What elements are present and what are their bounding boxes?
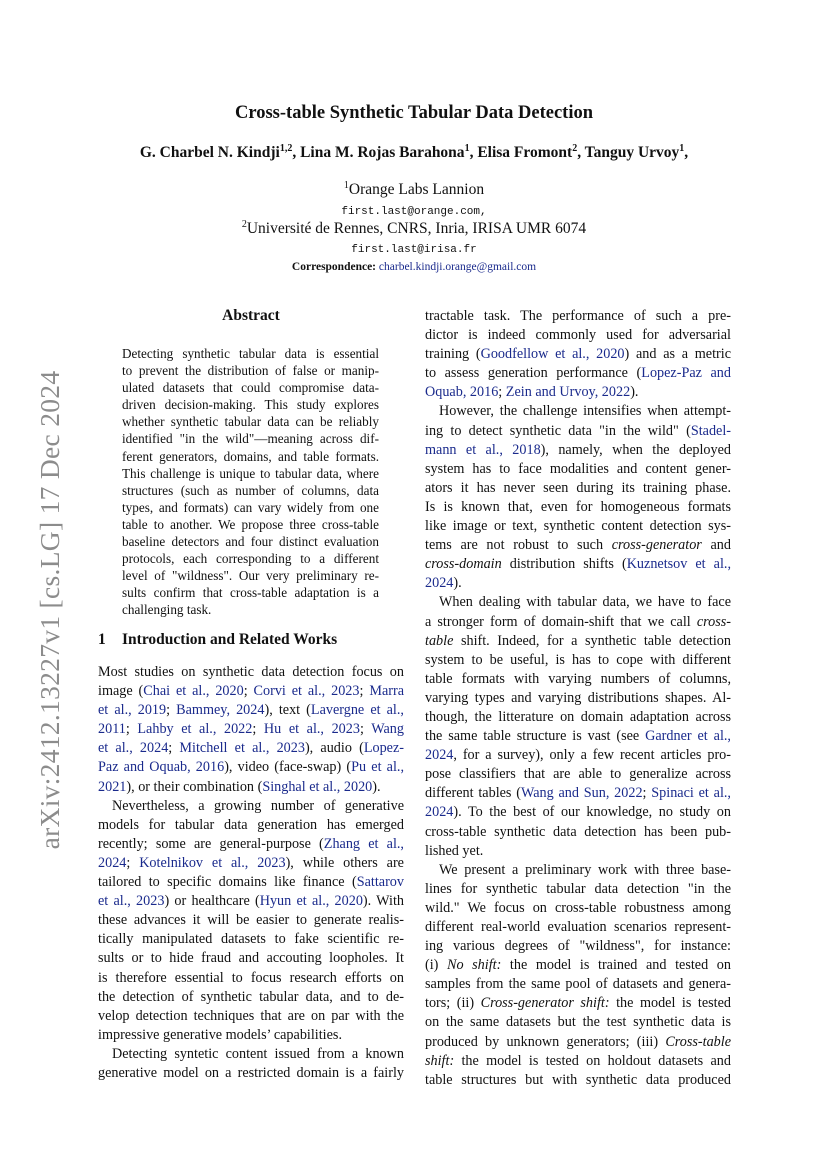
text-run: different tables ( — [425, 785, 521, 802]
author-list — [0, 143, 828, 162]
text-run: ). With — [362, 893, 404, 910]
author-affiliation-mark: 2 — [572, 143, 578, 154]
abstract-line: ferent generators, domains, and table formats. — [122, 448, 379, 464]
text-line: generative model on a restricted domain is a fairly — [98, 1064, 404, 1081]
text-run: produced by unknown generators; (iii) — [425, 1033, 666, 1050]
text-run: to assess generation performance ( — [425, 365, 642, 382]
citation-link[interactable]: 2024 — [98, 854, 127, 871]
text-line: table formats with varying numbers of columns, — [425, 670, 731, 687]
text-run: image ( — [98, 683, 144, 700]
affiliation-2 — [0, 219, 828, 238]
text-run: ), text ( — [264, 702, 311, 719]
author-affiliation-mark: 1 — [679, 143, 685, 154]
text-line: samples from the same pool of datasets and genera- — [425, 976, 731, 993]
citation-link[interactable]: Chai et al., 2020 — [143, 683, 244, 700]
text-line — [425, 746, 731, 765]
abstract-line: level of "wildness". Our very preliminary re- — [122, 568, 379, 584]
text-run: tailored to specific domains like finance ( — [98, 874, 357, 891]
citation-link[interactable]: 2024 — [425, 747, 454, 764]
citation-link[interactable]: Singhal et al., 2020 — [262, 778, 373, 795]
text-run: ). — [453, 575, 462, 592]
author-affiliation-mark: 1 — [464, 143, 470, 154]
abstract-line: whether synthetic tabular data can be reliably — [122, 414, 379, 430]
text-run: shift. Indeed, for a synthetic table detection — [453, 632, 731, 649]
citation-link[interactable]: Hu et al., 2023 — [263, 721, 360, 738]
text-run: ; — [498, 384, 506, 401]
text-run: the model is tested — [609, 995, 732, 1012]
italic-term: table — [425, 632, 454, 649]
citation-link[interactable]: Lopez-Paz and — [641, 365, 731, 382]
text-line — [425, 536, 731, 555]
text-run: , for a survey), only a few recent articles pro- — [453, 747, 731, 764]
text-run: ) and as a metric — [624, 346, 732, 363]
arxiv-identifier: arXiv:2412.13227v1 [cs.LG] 17 Dec 2024 — [34, 370, 65, 850]
citation-link[interactable]: et al., 2023 — [98, 893, 165, 910]
affiliation-mark: 2 — [241, 219, 247, 230]
citation-link[interactable]: 2024 — [425, 575, 454, 592]
right-column-body — [425, 307, 731, 1090]
correspondence-email-link[interactable]: charbel.kindji.orange@gmail.com — [378, 261, 537, 273]
section-number: 1 — [98, 631, 106, 648]
text-run: tems are not robust to such — [425, 537, 612, 554]
text-line: models for tabular data generation has emerged — [98, 816, 404, 833]
text-line — [425, 803, 731, 822]
text-line — [425, 364, 731, 383]
text-run: ). — [630, 384, 639, 401]
text-line: velop detection techniques that are on par with the — [98, 1007, 404, 1024]
text-line: tically manipulated datasets to fake scientific re- — [98, 931, 404, 948]
abstract-line: baseline detectors and four distinct evaluation — [122, 534, 379, 550]
text-line — [425, 994, 731, 1013]
left-column-body — [98, 663, 404, 1083]
citation-link[interactable]: 2024 — [425, 804, 454, 821]
citation-link[interactable]: Gardner et al., — [645, 728, 731, 745]
text-line — [98, 854, 404, 873]
text-line — [425, 345, 731, 364]
citation-link[interactable]: Goodfellow et al., 2020 — [480, 346, 625, 363]
abstract-line: structures (such as number of columns, data — [122, 482, 379, 498]
text-run: recently; some are general-purpose ( — [98, 835, 324, 852]
abstract-line: challenging task. — [122, 602, 212, 618]
text-line — [98, 739, 404, 758]
citation-link[interactable]: Marra — [369, 683, 404, 700]
correspondence-label: Correspondence: — [291, 261, 377, 273]
affiliation-mark: 1 — [343, 180, 349, 191]
text-run: ; — [359, 721, 372, 738]
citation-link[interactable]: et al., 2024 — [98, 740, 169, 757]
author-name: G. Charbel N. Kindji — [139, 144, 280, 162]
abstract-heading: Abstract — [222, 307, 280, 324]
author-name: , Elisa Fromont — [469, 144, 573, 162]
affiliation-name: Orange Labs Lannion — [348, 181, 485, 199]
text-line: though, the litterature on domain adaptation across — [425, 708, 731, 725]
abstract-line: This challenge is unique to tabular data, where — [122, 465, 379, 481]
text-run: ; — [126, 854, 140, 871]
text-line: on the same datasets but the test synthetic data is — [425, 1014, 731, 1031]
section-heading — [98, 631, 404, 649]
abstract-line: Detecting synthetic tabular data is essential — [122, 346, 379, 361]
text-line: When dealing with tabular data, we have to face — [439, 594, 731, 611]
text-line — [98, 835, 404, 854]
citation-link[interactable]: Zein and Urvoy, 2022 — [505, 384, 631, 401]
text-line — [425, 441, 731, 460]
text-line: these advances it will be easier to generate realis- — [98, 912, 404, 929]
text-line: lines for synthetic tabular data detection "in the — [425, 880, 731, 897]
citation-link[interactable]: et al., 2019 — [98, 702, 167, 719]
text-line — [425, 1052, 731, 1071]
text-run: ). To the best of our knowledge, no study on — [453, 804, 731, 821]
text-run: ; — [359, 683, 370, 700]
abstract-line: to prevent the distribution of false or manip- — [122, 363, 379, 379]
citation-link[interactable]: Wang and Sun, 2022 — [520, 785, 643, 802]
abstract-line: protocols, each corresponding to a different — [122, 551, 379, 567]
citation-link[interactable]: Mitchell et al., 2023 — [179, 740, 305, 757]
affiliation-name: Université de Rennes, CNRS, Inria, IRISA UMR 6074 — [246, 220, 587, 238]
text-line — [425, 632, 731, 651]
section-title: Introduction and Related Works — [122, 631, 338, 648]
abstract-body — [122, 345, 379, 619]
author-list-tail: , — [684, 144, 689, 162]
text-line: Nevertheless, a growing number of generative — [112, 797, 404, 814]
citation-link[interactable]: Corvi et al., 2023 — [253, 683, 360, 700]
citation-link[interactable]: 2011 — [98, 721, 126, 738]
text-run: ). — [372, 778, 381, 795]
text-line: the detection of synthetic tabular data, and to de- — [98, 988, 404, 1005]
text-run: ; — [642, 785, 652, 802]
text-run: ; — [168, 740, 180, 757]
citation-link[interactable]: Lahby et al., 2022 — [137, 721, 253, 738]
italic-term: cross-domain — [425, 556, 502, 573]
citation-link[interactable]: Kuznetsov et al., — [626, 556, 731, 573]
text-line: lished yet. — [425, 842, 484, 859]
citation-link[interactable]: Bammey, 2024 — [176, 702, 265, 719]
text-run: the same table structure is vast (see — [425, 728, 646, 745]
abstract-line: ulated datasets that could compromise data- — [122, 380, 379, 396]
author-name: , Tanguy Urvoy — [577, 144, 680, 162]
text-line — [98, 682, 404, 701]
text-line — [98, 701, 404, 720]
text-line: table structures but with synthetic data produced — [425, 1071, 731, 1088]
text-line — [425, 555, 731, 574]
text-line — [98, 892, 404, 911]
author-name: , Lina M. Rojas Barahona — [292, 144, 465, 162]
text-run: ) or healthcare ( — [164, 893, 260, 910]
text-run: ), while others are — [285, 854, 404, 871]
text-line — [98, 720, 404, 739]
italic-term: cross-generator — [611, 537, 702, 554]
text-run: ; — [166, 702, 177, 719]
text-line — [425, 1033, 731, 1052]
italic-term: No shift: — [447, 957, 502, 974]
text-line: tractable task. The performance of such a pre- — [425, 308, 731, 324]
text-run: ; — [125, 721, 138, 738]
text-run: ; — [252, 721, 264, 738]
citation-link[interactable]: Hyun et al., 2020 — [259, 893, 363, 910]
text-run: ), audio ( — [304, 740, 364, 757]
text-line: system has to face modalities and content gener- — [425, 460, 731, 477]
citation-link[interactable]: Spinaci et al., — [651, 785, 731, 802]
abstract-line: types, and formats) can vary widely from one — [122, 499, 379, 515]
text-run: tors; (ii) — [425, 995, 481, 1012]
text-line — [425, 784, 731, 803]
text-run: ), or their combination ( — [126, 778, 263, 795]
citation-link[interactable]: Paz and Oquab, 2016 — [98, 759, 225, 776]
text-line — [425, 727, 731, 746]
citation-link[interactable]: Kotelnikov et al., 2023 — [139, 854, 286, 871]
text-line: However, the challenge intensifies when attempt- — [439, 403, 731, 420]
text-line: is therefore essential to focus research efforts on — [98, 969, 404, 986]
text-line: cross-table synthetic data detection has been pub- — [425, 823, 731, 840]
abstract-line: sults confirm that cross-table adaptation is a — [122, 585, 379, 601]
text-line: sults or to hide fraud and accouting loopholes. It — [98, 950, 404, 967]
affiliation-1 — [0, 180, 828, 199]
text-line: varying types and varying distributions shapes. Al- — [425, 689, 731, 706]
text-line: ing various degrees of "wildness", for instance: — [425, 938, 731, 955]
text-line: Is is known that, even for homogeneous formats — [425, 498, 731, 515]
citation-link[interactable]: Sattarov — [356, 874, 404, 891]
citation-link[interactable]: Oquab, 2016 — [425, 384, 499, 401]
correspondence-line — [0, 261, 828, 273]
text-line: impressive generative models’ capabilities. — [98, 1026, 342, 1043]
text-run: and — [701, 537, 731, 554]
italic-term: Cross-table — [665, 1033, 731, 1050]
text-run: the model is trained and tested on — [501, 957, 731, 974]
abstract-line: identified "in the wild"—meaning across dif- — [122, 431, 379, 447]
affiliation-2-email: first.last@irisa.fr — [351, 244, 477, 256]
italic-term: cross- — [696, 613, 731, 630]
text-line: like image or text, synthetic content detection sys- — [425, 518, 731, 535]
citation-link[interactable]: Zhang et al., — [323, 835, 404, 852]
citation-link[interactable]: Lopez- — [363, 740, 404, 757]
text-line — [425, 422, 731, 441]
paper-title: Cross-table Synthetic Tabular Data Detection — [234, 103, 593, 123]
text-line — [98, 778, 404, 797]
text-run: ; — [243, 683, 254, 700]
text-line: We present a preliminary work with three base- — [439, 861, 731, 878]
text-run: ing to detect synthetic data "in the wild" ( — [425, 422, 691, 439]
text-run: training ( — [425, 346, 481, 363]
text-run: ), video (face-swap) ( — [224, 759, 352, 776]
affiliation-1-email: first.last@orange.com, — [341, 206, 487, 218]
text-line: Most studies on synthetic data detection focus on — [98, 664, 404, 680]
citation-link[interactable]: 2021 — [98, 778, 127, 795]
abstract-line: table to another. We propose three cross-table — [122, 516, 379, 532]
citation-link[interactable]: Lavergne et al., — [310, 702, 404, 719]
citation-link[interactable]: Pu et al., — [351, 759, 404, 776]
citation-link[interactable]: Stadel- — [690, 422, 731, 439]
italic-term: shift: — [425, 1052, 455, 1069]
text-line — [425, 574, 731, 593]
italic-term: Cross-generator shift: — [480, 995, 610, 1012]
citation-link[interactable]: Wang — [371, 721, 404, 738]
text-line — [98, 873, 404, 892]
text-line: dictor is indeed commonly used for adversarial — [425, 327, 731, 344]
text-line — [425, 613, 731, 632]
text-run: ), namely, when the deployed — [540, 441, 731, 458]
text-line — [425, 956, 731, 975]
text-line: system to be useful, is has to cope with different — [425, 651, 731, 668]
abstract-line: driven decision-making. This study explores — [122, 397, 379, 413]
text-line: wild." We focus on cross-table robustness among — [425, 899, 731, 916]
text-line — [425, 383, 731, 402]
text-line: pose classifiers that are able to generalize across — [425, 766, 731, 783]
text-line: Detecting syntetic content issued from a known — [112, 1045, 404, 1062]
text-line — [98, 758, 404, 777]
text-run: distribution shifts ( — [501, 556, 627, 573]
text-line: different real-world evaluation scenarios represent- — [425, 919, 731, 935]
text-line: ators it has never seen during its training phase. — [425, 479, 731, 496]
author-affiliation-mark: 1,2 — [279, 143, 293, 154]
text-run: (i) — [425, 957, 447, 974]
text-run: a stronger form of domain-shift that we call — [425, 613, 697, 630]
citation-link[interactable]: mann et al., 2018 — [425, 441, 541, 458]
text-run: the model is tested on holdout datasets and — [454, 1052, 731, 1069]
